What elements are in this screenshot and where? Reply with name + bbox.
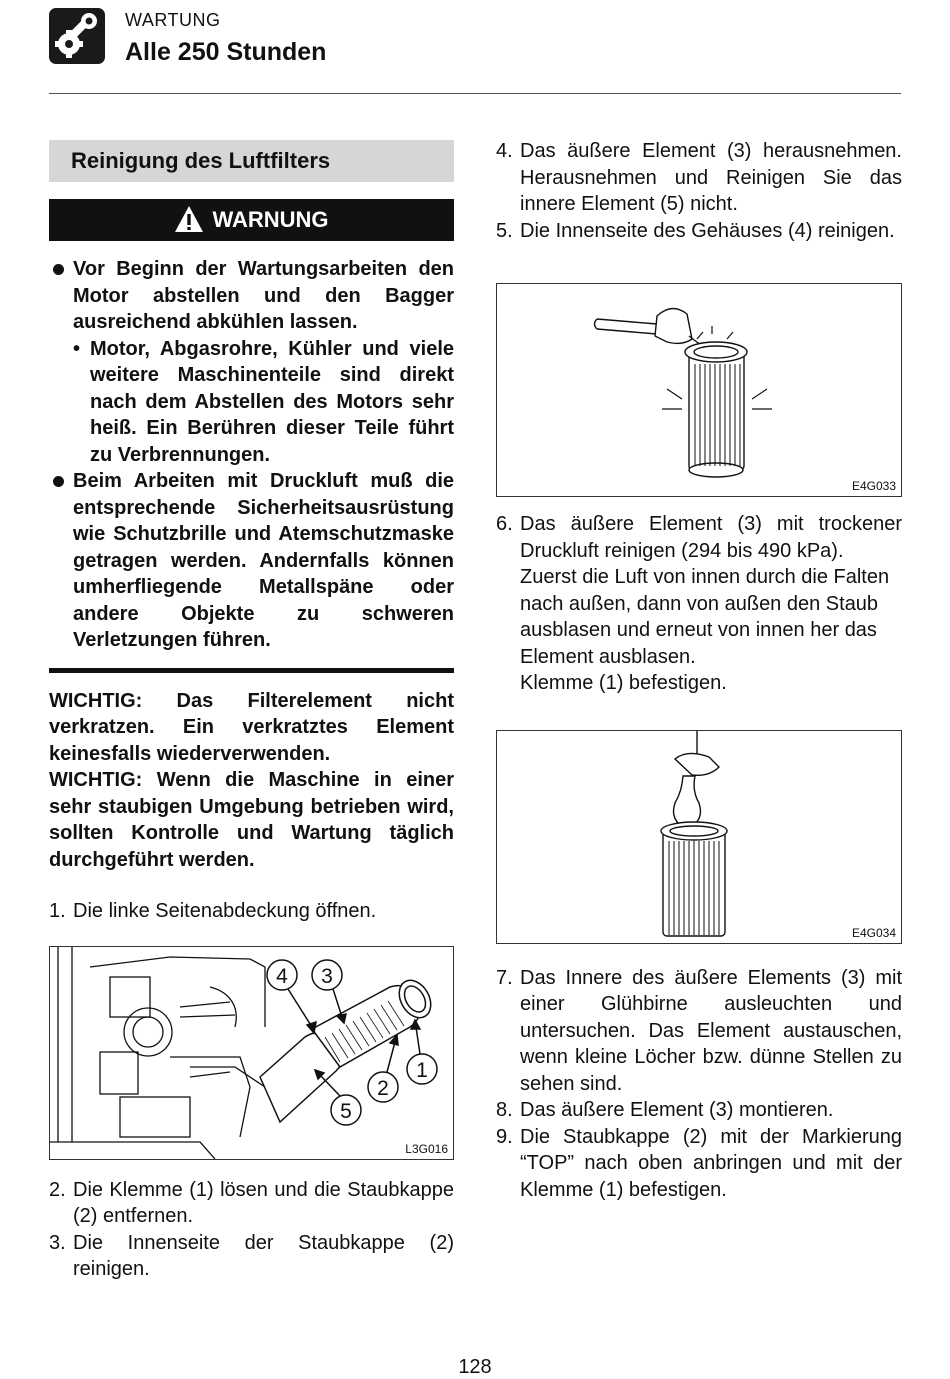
callout-2: 2	[377, 1076, 389, 1100]
callout-4: 4	[276, 964, 288, 988]
step-list	[496, 965, 902, 1204]
bulb-inspection-illustration	[497, 731, 901, 943]
step-item: 9. Die Staubkappe (2) mit der Markierung “TOP” nach oben anbringen und mit der Klemme (1) befestigen.	[496, 1125, 902, 1201]
warning-banner	[49, 199, 454, 241]
callout-1: 1	[416, 1058, 428, 1082]
right-column	[496, 138, 902, 1203]
warning-triangle-icon	[174, 205, 204, 233]
figure-bulb-inspection	[496, 730, 902, 944]
step-item: 3. Die Innenseite der Staubkappe (2) reinigen.	[49, 1231, 454, 1280]
step-item: 7. Das Innere des äußere Elements (3) mit einer Glühbirne ausleuchten und untersuchen. Das Element austauschen, wenn kleine Löcher bzw. dünne Stellen zu sehen sind.	[496, 966, 902, 1095]
step-item-continued: Zuerst die Luft von innen durch die Falten nach außen, dann von außen den Staub ausblasen und erneut von innen her das Element ausblasen.	[520, 566, 890, 668]
step-list	[49, 898, 454, 925]
figure-code: L3G016	[405, 1141, 448, 1156]
step-item: 4. Das äußere Element (3) herausnehmen. Herausnehmen und Reinigen Sie das innere Element (5) nicht.	[496, 140, 902, 215]
warning-list	[49, 256, 454, 654]
airblow-illustration	[497, 284, 901, 496]
warning-label: WARNUNG	[212, 207, 329, 232]
step-list	[496, 511, 902, 697]
wrench-gear-icon	[49, 8, 105, 64]
step-list	[49, 1177, 454, 1283]
left-column	[49, 140, 454, 1283]
warning-item: Beim Arbeiten mit Druckluft muß die entsprechende Sicherheitsausrüstung wie Schutzbrille und Atemschutzmaske getragen werden. Andernfalls können umherfliegende Metallspäne oder andere Objekte zu schweren Verletzungen führen.	[49, 468, 454, 654]
warning-end-rule	[49, 668, 454, 673]
step-item: 8. Das äußere Element (3) montieren.	[496, 1099, 834, 1121]
figure-compressed-air-cleaning	[496, 283, 902, 497]
important-note: WICHTIG: Das Filterelement nicht verkratzen. Ein verkratztes Element keinesfalls wiederverwenden. WICHTIG: Wenn die Maschine in einer sehr staubigen Umgebung betrieben wird, sollten Kontrolle und Wartung täglich durchgeführt werden.	[49, 689, 454, 871]
step-item-continued: Klemme (1) befestigen.	[520, 672, 727, 694]
header-divider	[49, 93, 901, 94]
figure-code: E4G034	[851, 925, 896, 940]
step-item: 6. Das äußere Element (3) mit trockener Druckluft reinigen (294 bis 490 kPa).	[496, 513, 902, 562]
section-label: WARTUNG	[125, 10, 221, 30]
warning-subitem: • Motor, Abgasrohre, Kühler und viele weitere Maschinenteile sind direkt nach dem Abstellen des Motors sehr heiß. Ein Berühren dieser Teile führt zu Verbrennungen.	[73, 337, 454, 466]
step-item: 5. Die Innenseite des Gehäuses (4) reinigen.	[496, 219, 895, 242]
figure-code: E4G033	[851, 479, 896, 493]
step-item: 2. Die Klemme (1) lösen und die Staubkappe (2) entfernen.	[49, 1178, 454, 1227]
warning-item: Vor Beginn der Wartungsarbeiten den Motor abstellen und den Bagger ausreichend abkühlen lassen.	[49, 256, 454, 336]
section-title: Reinigung des Luftfilters	[49, 140, 454, 182]
callout-5: 5	[340, 1099, 352, 1123]
figure-airfilter-location	[49, 946, 454, 1160]
step-list	[496, 138, 902, 244]
step-item: 1. Die linke Seitenabdeckung öffnen.	[49, 900, 377, 922]
airfilter-illustration	[50, 947, 453, 1159]
page-title: Alle 250 Stunden	[125, 38, 327, 66]
callout-3: 3	[321, 964, 333, 988]
page-number: 128	[458, 1356, 492, 1378]
